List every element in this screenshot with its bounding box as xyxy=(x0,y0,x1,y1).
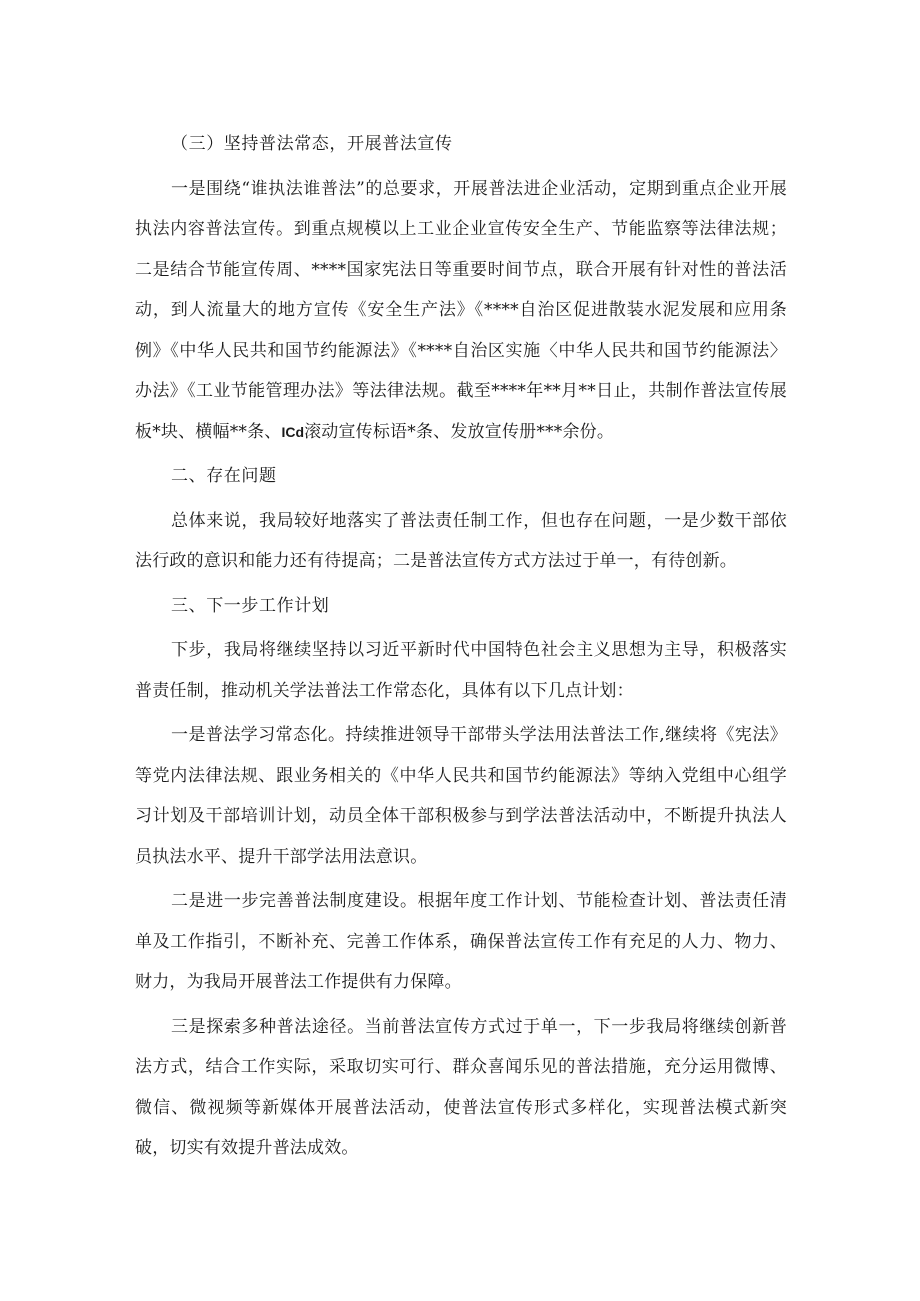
paragraph-plan-channels: 三是探索多种普法途径。当前普法宣传方式过于单一，下一步我局将继续创新普法方式，结合工作实际，采取切实可行、群众喜闻乐见的普法措施，充分运用微博、微信、微视频等新媒体开展普法活动，使普法宣传形式多样化，实现普法模式新突破，切实有效提升普法成效。 xyxy=(135,1016,787,1158)
paragraph-next-plan-intro: 下步，我局将继续坚持以习近平新时代中国特色社会主义思想为主导，积极落实普责任制，推动机关学法普法工作常态化，具体有以下几点计划： xyxy=(135,640,787,701)
paragraph-promotion-text-a: 一是围绕“谁执法谁普法”的总要求，开展普法进企业活动，定期到重点企业开展执法内容普法宣传。到重点规模以上工业企业宣传安全生产、节能监察等法律法规；二是结合节能宣传周、****国家宪法日等重要时间节点，联合开展有针对性的普法活动，到人流量大的地方宣传《安全生产法》《****自治区促进散装水泥发展和应用条例》《中华人民共和国节约能源法》《****自治区实施〈中华人民共和国节约能源法〉办法》《工业节能管理办法》等法律法规。截至****年**月**日止，共制作普法宣传展板*块、横幅**条、 xyxy=(135,178,787,442)
section-heading-promotion: （三）坚持普法常态，开展普法宣传 xyxy=(171,134,453,154)
section-heading-problems: 二、存在问题 xyxy=(171,466,277,486)
paragraph-promotion-text-b: 滚动宣传标语*条、发放宣传册***余份。 xyxy=(304,421,615,442)
paragraph-promotion-tag: ICd xyxy=(281,423,305,440)
paragraph-plan-learning: 一是普法学习常态化。持续推进领导干部带头学法用法普法工作,继续将《宪法》等党内法律法规、跟业务相关的《中华人民共和国节约能源法》等纳入党组中心组学习计划及干部培训计划，动员全体干部积极参与到学法普法活动中，不断提升执法人员执法水平、提升干部学法用法意识。 xyxy=(135,725,787,867)
paragraph-plan-system: 二是进一步完善普法制度建设。根据年度工作计划、节能检查计划、普法责任清单及工作指引，不断补充、完善工作体系，确保普法宣传工作有充足的人力、物力、财力，为我局开展普法工作提供有力保障。 xyxy=(135,891,787,992)
paragraph-problems: 总体来说，我局较好地落实了普法责任制工作，但也存在问题，一是少数干部依法行政的意识和能力还有待提高；二是普法宣传方式方法过于单一，有待创新。 xyxy=(135,510,787,571)
paragraph-promotion-activities xyxy=(135,169,787,453)
section-heading-next-plan: 三、下一步工作计划 xyxy=(171,595,330,616)
document-body xyxy=(135,124,787,1173)
